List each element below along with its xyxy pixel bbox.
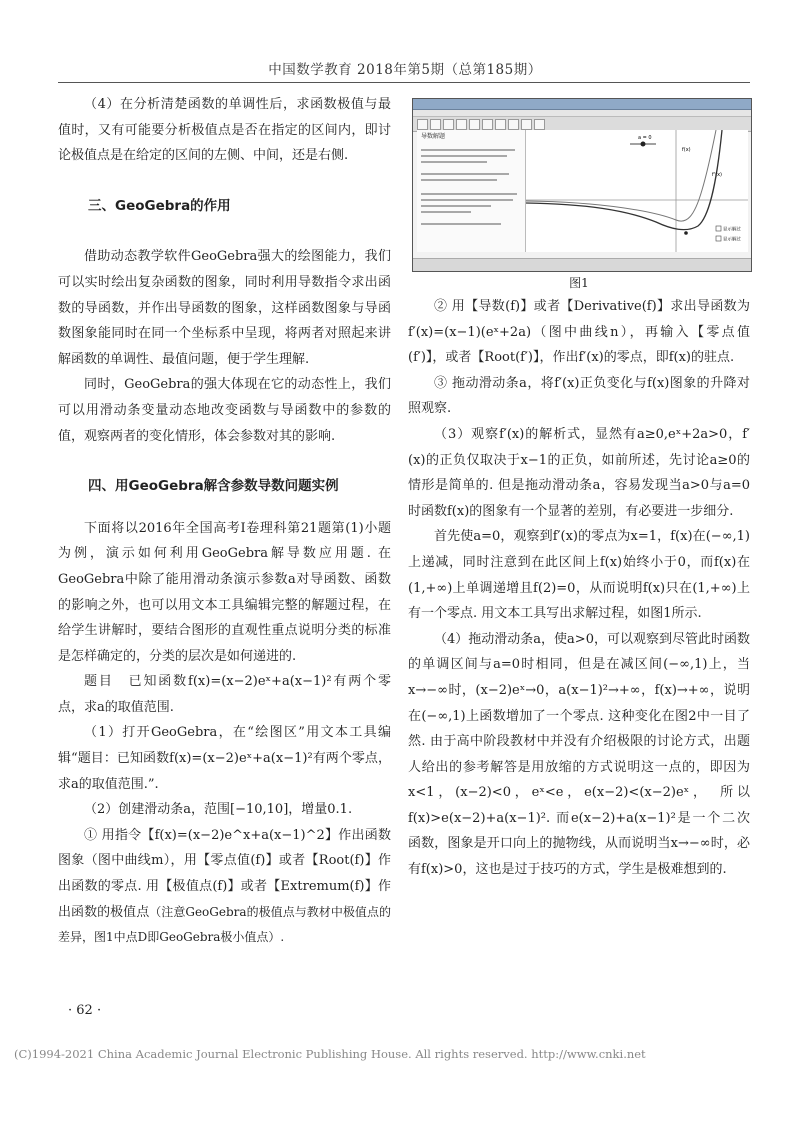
- tool-icon: [430, 119, 441, 130]
- header-rule: [58, 82, 750, 83]
- panel-text-lines: [417, 144, 525, 244]
- paragraph-step2: （2）创建滑动条a，范围[−10,10]，增量0.1.: [84, 802, 353, 818]
- tool-icon: [495, 119, 506, 130]
- figure-1-screenshot: [412, 98, 752, 272]
- tool-icon: [469, 119, 480, 130]
- copyright-footer: (C)1994-2021 China Academic Journal Electronic Publishing House. All rights reserved. http://www.cnki.net: [14, 1047, 646, 1061]
- page-number: · 62 ·: [68, 1003, 102, 1018]
- text-panel: [417, 130, 526, 252]
- slider-label: a = 0: [638, 135, 652, 141]
- step2-1-note: （注意GeoGebra的极值点与教材中极值点的差异，图1中点D即GeoGebra极小值点）.: [58, 904, 391, 945]
- function-graph: [526, 130, 748, 252]
- running-header: 中国数学教育 2018年第5期（总第185期）: [268, 62, 542, 78]
- graphics-view: [526, 130, 748, 252]
- paragraph-geogebra-role-2: 同时，GeoGebra的强大体现在它的动态性上，我们可以用滑动条变量动态地改变函数与导函数中的参数的值，观察两者的变化情形，体会参数对其的影响.: [58, 377, 391, 444]
- tool-icon: [456, 119, 467, 130]
- point-d: [684, 231, 688, 235]
- panel-title: 导数解题: [421, 133, 446, 140]
- checkbox-2-label: 显示解过: [723, 237, 741, 243]
- section-heading-4: 四、用GeoGebra解含参数导数问题实例: [88, 478, 339, 495]
- section-heading-3: 三、GeoGebra的作用: [88, 197, 231, 214]
- tool-icon: [508, 119, 519, 130]
- tool-icon: [521, 119, 532, 130]
- checkbox-2[interactable]: [716, 236, 721, 241]
- checkbox-1[interactable]: [716, 226, 721, 231]
- paragraph-example-intro: 下面将以2016年全国高考Ⅰ卷理科第21题第(1)小题为例，演示如何利用GeoGebra解导数应用题. 在GeoGebra中除了能用滑动条演示参数a对导函数、函数的影响之外，也可以用文本工具编辑完整的解题过程，在给学生讲解时，要结合图形的直观性重点说明分类的标准是怎样确定的，分类的层次是如何递进的.: [58, 520, 391, 664]
- right-column: [408, 92, 750, 883]
- paragraph-geogebra-role-1: 借助动态教学软件GeoGebra强大的绘图能力，我们可以实时绘出复杂函数的图象，同时利用导数指令求出函数的导函数，并作出导函数的图象，这样函数图象与导函数图象能同时在同一个坐标系中呈现，将两者对照起来讲解函数的单调性、最值问题，便于学生理解.: [58, 249, 391, 367]
- paragraph-step2-1: [58, 823, 391, 951]
- paragraph-step2-2: ② 用【导数(f)】或者【Derivative(f)】求出导函数为f′(x)=(x−1)(eˣ+2a)（图中曲线n），再输入【零点值(f′)】，或者【Root(f′)】，作出f′(x)的零点，即f(x)的驻点.: [408, 299, 750, 366]
- paragraph-step4: （4）在分析清楚函数的单调性后，求函数极值与最值时，又有可能要分析极值点是否在指定的区间内，即讨论极值点是在给定的区间的左侧、中间，还是右侧.: [58, 97, 391, 164]
- paragraph-step1: （1）打开GeoGebra，在“绘图区”用文本工具编辑“题目：已知函数f(x)=(x−2)eˣ+a(x−1)²有两个零点，求a的取值范围.”.: [58, 725, 391, 792]
- window-statusbar: [413, 258, 751, 271]
- checkbox-1-label: 显示解过: [723, 227, 741, 233]
- window-menubar: [413, 110, 751, 117]
- problem-statement: 题目 已知函数f(x)=(x−2)eˣ+a(x−1)²有两个零点，求a的取值范围.: [58, 674, 391, 715]
- paragraph-step3: （3）观察f′(x)的解析式，显然有a≥0,eˣ+2a>0，f′(x)的正负仅取决于x−1的正负，如前所述，先讨论a≥0的情形是简单的. 但是拖动滑动条a，容易发现当a>0与a=0时函数f(x)的图象有一个显著的差别，有必要进一步细分.: [408, 426, 750, 519]
- paragraph-step2-3: ③ 拖动滑动条a，将f′(x)正负变化与f(x)图象的升降对照观察.: [408, 375, 750, 417]
- curve-label-f: f(x): [682, 147, 691, 153]
- window-titlebar: [413, 99, 751, 110]
- curve-n: [526, 130, 716, 221]
- tool-icon: [443, 119, 454, 130]
- tool-icon: [417, 119, 428, 130]
- curve-m: [526, 130, 722, 230]
- slider-knob: [641, 142, 646, 147]
- left-column: [58, 92, 391, 951]
- paragraph-case-a0: 首先使a=0，观察到f′(x)的零点为x=1，f(x)在(−∞,1)上递减，同时注意到在此区间上f(x)始终小于0，而f(x)在(1,+∞)上单调递增且f(2)=0，从而说明f(x)只在(1,+∞)上有一个零点. 用文本工具写出求解过程，如图1所示.: [408, 529, 750, 622]
- paragraph-step4-slider: （4）拖动滑动条a，使a>0，可以观察到尽管此时函数的单调区间与a=0时相同，但是在减区间(−∞,1)上，当x→−∞时，(x−2)eˣ→0，a(x−1)²→+∞，f(x)→+∞，说明在(−∞,1)上函数增加了一个零点. 这种变化在图2中一目了然. 由于高中阶段教材中并没有介绍极限的讨论方式，出题人给出的参考解答是用放缩的方式说明这一点的，即因为x<1，(x−2)<0，eˣ<e，e(x−2)<(x−2)eˣ， 所以f(x)>e(x−2)+a(x−1)². 而e(x−2)+a(x−1)²是一个二次函数，图象是开口向上的抛物线，从而说明当x→−∞时，必有f(x)>0，这也是过于技巧的方式，学生是极难想到的.: [408, 631, 750, 878]
- figure-caption: 图1: [569, 276, 589, 290]
- step2-1-text: ① 用指令【f(x)=(x−2)e^x+a(x−1)^2】作出函数图象（图中曲线m），用【零点值(f)】或者【Root(f)】作出函数的零点. 用【极值点(f)】或者【Extremum(f)】作出函数的极值点: [58, 827, 391, 920]
- tool-icon: [482, 119, 493, 130]
- tool-icon: [534, 119, 545, 130]
- curve-label-fprime: f'(x): [712, 172, 722, 178]
